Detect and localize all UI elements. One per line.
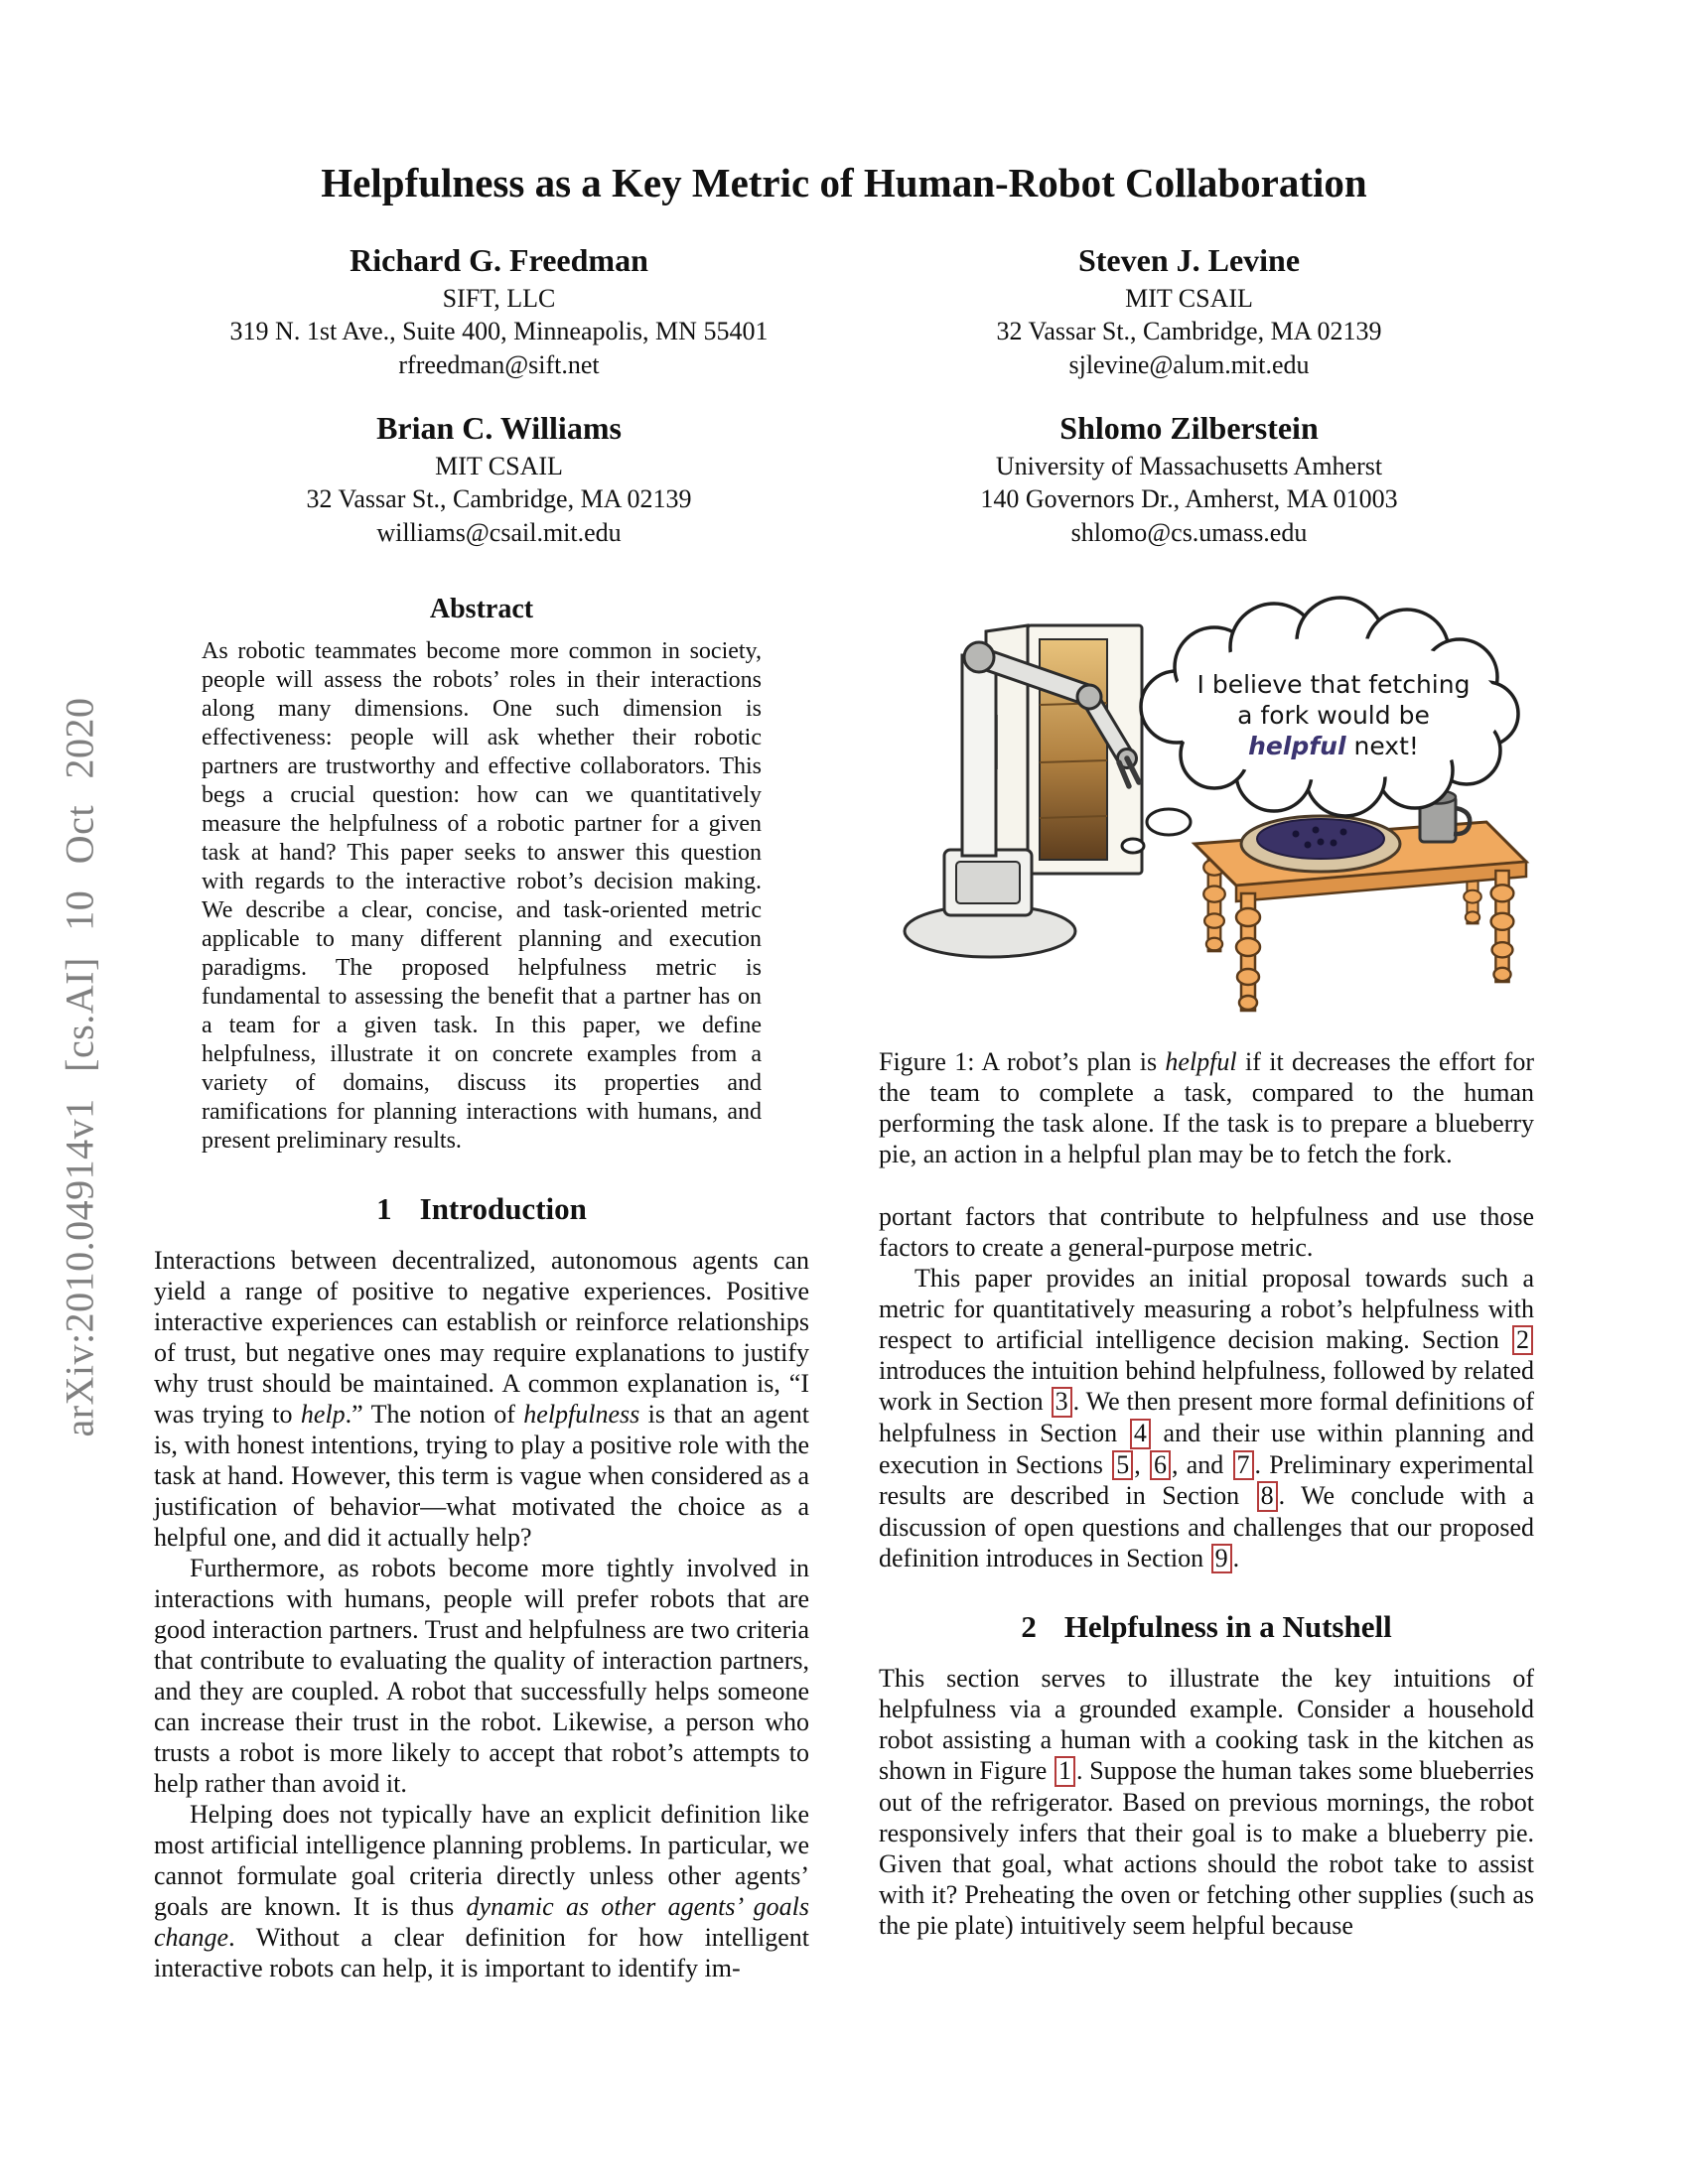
section-number: 2	[1021, 1609, 1037, 1645]
text-run: help	[300, 1399, 346, 1429]
section-ref-link[interactable]: 1	[1055, 1756, 1075, 1787]
text-run: .	[1232, 1543, 1240, 1572]
paper-content	[154, 0, 1534, 1983]
text-run: This section serves to illustrate the key intuitions of helpfulness via a grounded example. Consider a household robot assisting a human with a cooking task in the kitchen as shown in Figure	[879, 1664, 1534, 1786]
arxiv-watermark: arXiv:2010.04914v1 [cs.AI] 10 Oct 2020	[57, 697, 102, 1437]
author-address: 140 Governors Dr., Amherst, MA 01003	[980, 484, 1398, 514]
text-run: Figure 1: A robot’s plan is	[879, 1046, 1166, 1076]
abstract-heading: Abstract	[429, 593, 534, 624]
author-name: Steven J. Levine	[1077, 242, 1301, 278]
bubble-trail-puff	[1147, 809, 1191, 835]
bubble-text-line1: I believe that fetching	[1196, 669, 1471, 699]
continuation-paragraph	[879, 1201, 1534, 1263]
text-run: helpfulness	[523, 1399, 640, 1429]
author-block	[844, 408, 1534, 550]
author-block	[154, 240, 844, 382]
authors-block	[154, 240, 1534, 550]
text-run: , and	[1171, 1449, 1232, 1479]
text-run: . Suppose the human takes some blueberries out of the refrigerator. Based on previous mornings, the robot responsively infers that their goal is to make a blueberry pie. Given that goal, what actions should the robot take to assist with it? Preheating the oven or fetching other supplies (such as the pie plate) intuitively seem helpful because	[879, 1756, 1534, 1940]
figure1	[879, 596, 1534, 1169]
proposal-paragraph	[879, 1263, 1534, 1573]
text-run: introduces the intuition behind helpfulness, followed by related work in Section	[879, 1356, 1534, 1417]
section-title: Introduction	[419, 1190, 587, 1226]
abstract-text: As robotic teammates become more common in society, people will assess the robots’ roles in their interactions along many dimensions. One such dimension is effectiveness: people will ask whether their robotic partners are trustworthy and effective collaborators. This begs a crucial question: how can we quantitatively measure the helpfulness of a robotic partner for a given task at hand? This paper seeks to answer this question with regards to the interactive robot’s decision making. We describe a clear, concise, and task-oriented metric applicable to many different planning and execution paradigms. The proposed helpfulness metric is fundamental to assessing the benefit that a partner has on a team for a given task. In this paper, we define helpfulness, illustrate it on concrete examples from a variety of domains, discuss its properties and ramifications for planning interactions with humans, and present preliminary results.	[202, 637, 762, 1154]
section-ref-link[interactable]: 8	[1257, 1481, 1278, 1512]
text-run: Interactions between decentralized, autonomous agents can yield a range of positive to negative experiences. Positive interactive experiences can establish or reinforce relationships of trust, but negative ones may require explanations to justify why trust should be maintained. A common explanation is, “I was trying to	[154, 1245, 809, 1429]
author-name: Richard G. Freedman	[350, 242, 648, 278]
text-run: Helping does not typically have an explicit definition like most artificial intelligence planning problems. In particular, we cannot formulate goal criteria directly unless other agents’ goals are known. It is thus	[154, 1799, 809, 1921]
section-heading-nutshell	[879, 1609, 1534, 1645]
author-address: 319 N. 1st Ave., Suite 400, Minneapolis, MN 55401	[229, 317, 769, 346]
section-ref-link[interactable]: 5	[1112, 1450, 1133, 1481]
left-column	[154, 590, 809, 1983]
text-run: . Preliminary experimental results are described in Section	[879, 1449, 1534, 1511]
author-name: Shlomo Zilberstein	[1059, 409, 1319, 446]
author-email: shlomo@cs.umass.edu	[1070, 518, 1308, 548]
text-run: . We then present more formal definitions of helpfulness in Section	[879, 1387, 1534, 1447]
text-run: portant factors that contribute to helpfulness and use those factors to create a general-purpose metric.	[879, 1201, 1534, 1262]
section-ref-link[interactable]: 4	[1130, 1419, 1151, 1449]
author-affiliation: SIFT, LLC	[442, 283, 556, 313]
text-run: and their use within planning and execution in Sections	[879, 1419, 1534, 1479]
nutshell-paragraph	[879, 1663, 1534, 1941]
text-run: . We conclude with a discussion of open questions and challenges that our proposed definition introduces in Section	[879, 1481, 1534, 1572]
section-number: 1	[376, 1190, 392, 1226]
paper-title: Helpfulness as a Key Metric of Human-Robot Collaboration	[321, 160, 1367, 205]
intro-paragraph-1	[154, 1245, 809, 1553]
section-title: Helpfulness in a Nutshell	[1063, 1609, 1392, 1645]
bubble-trail-puff	[1122, 839, 1144, 853]
author-affiliation: MIT CSAIL	[1125, 283, 1253, 313]
author-email: rfreedman@sift.net	[398, 350, 600, 380]
text-run: is that an agent is, with honest intentions, trying to play a positive role with the task at hand. However, this term is vague when considered as a justification of behavior—what motivated the choice as a helpful one, and did it actually help?	[154, 1399, 809, 1552]
section-ref-link[interactable]: 7	[1233, 1450, 1254, 1481]
text-run: . Without a clear definition for how intelligent interactive robots can help, it is important to identify im-	[154, 1922, 809, 1982]
figure1-caption	[879, 1046, 1534, 1169]
text-run: Furthermore, as robots become more tightly involved in interactions with humans, people will prefer robots that are good interaction partners. Trust and helpfulness are two criteria that contribute to evaluating the quality of interaction partners, and they are coupled. A robot that successfully helps someone can increase their trust in the robot. Likewise, a person who trusts a robot is more likely to accept that robot’s attempts to help rather than avoid it.	[154, 1553, 809, 1798]
author-name: Brian C. Williams	[376, 409, 622, 446]
author-block	[154, 408, 844, 550]
pie-illustration	[1241, 816, 1400, 872]
table-illustration	[1195, 790, 1526, 1011]
text-run: ,	[1134, 1449, 1149, 1479]
right-column	[879, 590, 1534, 1983]
author-address: 32 Vassar St., Cambridge, MA 02139	[996, 317, 1382, 346]
text-run: helpful	[1165, 1046, 1237, 1076]
bubble-text-line3: helpful next!	[1248, 731, 1419, 760]
text-run: dynamic as other agents’ goals change	[154, 1891, 809, 1952]
author-email: sjlevine@alum.mit.edu	[1068, 350, 1310, 380]
two-column-body	[154, 590, 1534, 1983]
author-block	[844, 240, 1534, 382]
bubble-text-line2: a fork would be	[1237, 700, 1430, 730]
section-ref-link[interactable]: 2	[1512, 1325, 1533, 1356]
text-run: .” The notion of	[345, 1399, 524, 1429]
section-ref-link[interactable]: 3	[1052, 1387, 1072, 1418]
author-affiliation: University of Massachusetts Amherst	[995, 451, 1383, 480]
author-email: williams@csail.mit.edu	[376, 518, 622, 548]
intro-paragraph-3	[154, 1799, 809, 1983]
section-ref-link[interactable]: 9	[1211, 1544, 1232, 1574]
section-heading-introduction	[154, 1191, 809, 1227]
text-run: if it decreases the effort for the team to complete a task, compared to the human performing the task alone. If the task is to prepare a blueberry pie, an action in a helpful plan may be to fetch the fork.	[879, 1046, 1534, 1168]
figure1-illustration	[879, 596, 1534, 1023]
section-ref-link[interactable]: 6	[1150, 1450, 1171, 1481]
text-run: This paper provides an initial proposal towards such a metric for quantitatively measuring a robot’s helpfulness with respect to artificial intelligence decision making. Section	[879, 1263, 1534, 1354]
thought-bubble	[1122, 598, 1518, 853]
author-affiliation: MIT CSAIL	[435, 451, 563, 480]
intro-paragraph-2	[154, 1553, 809, 1799]
author-address: 32 Vassar St., Cambridge, MA 02139	[306, 484, 692, 514]
